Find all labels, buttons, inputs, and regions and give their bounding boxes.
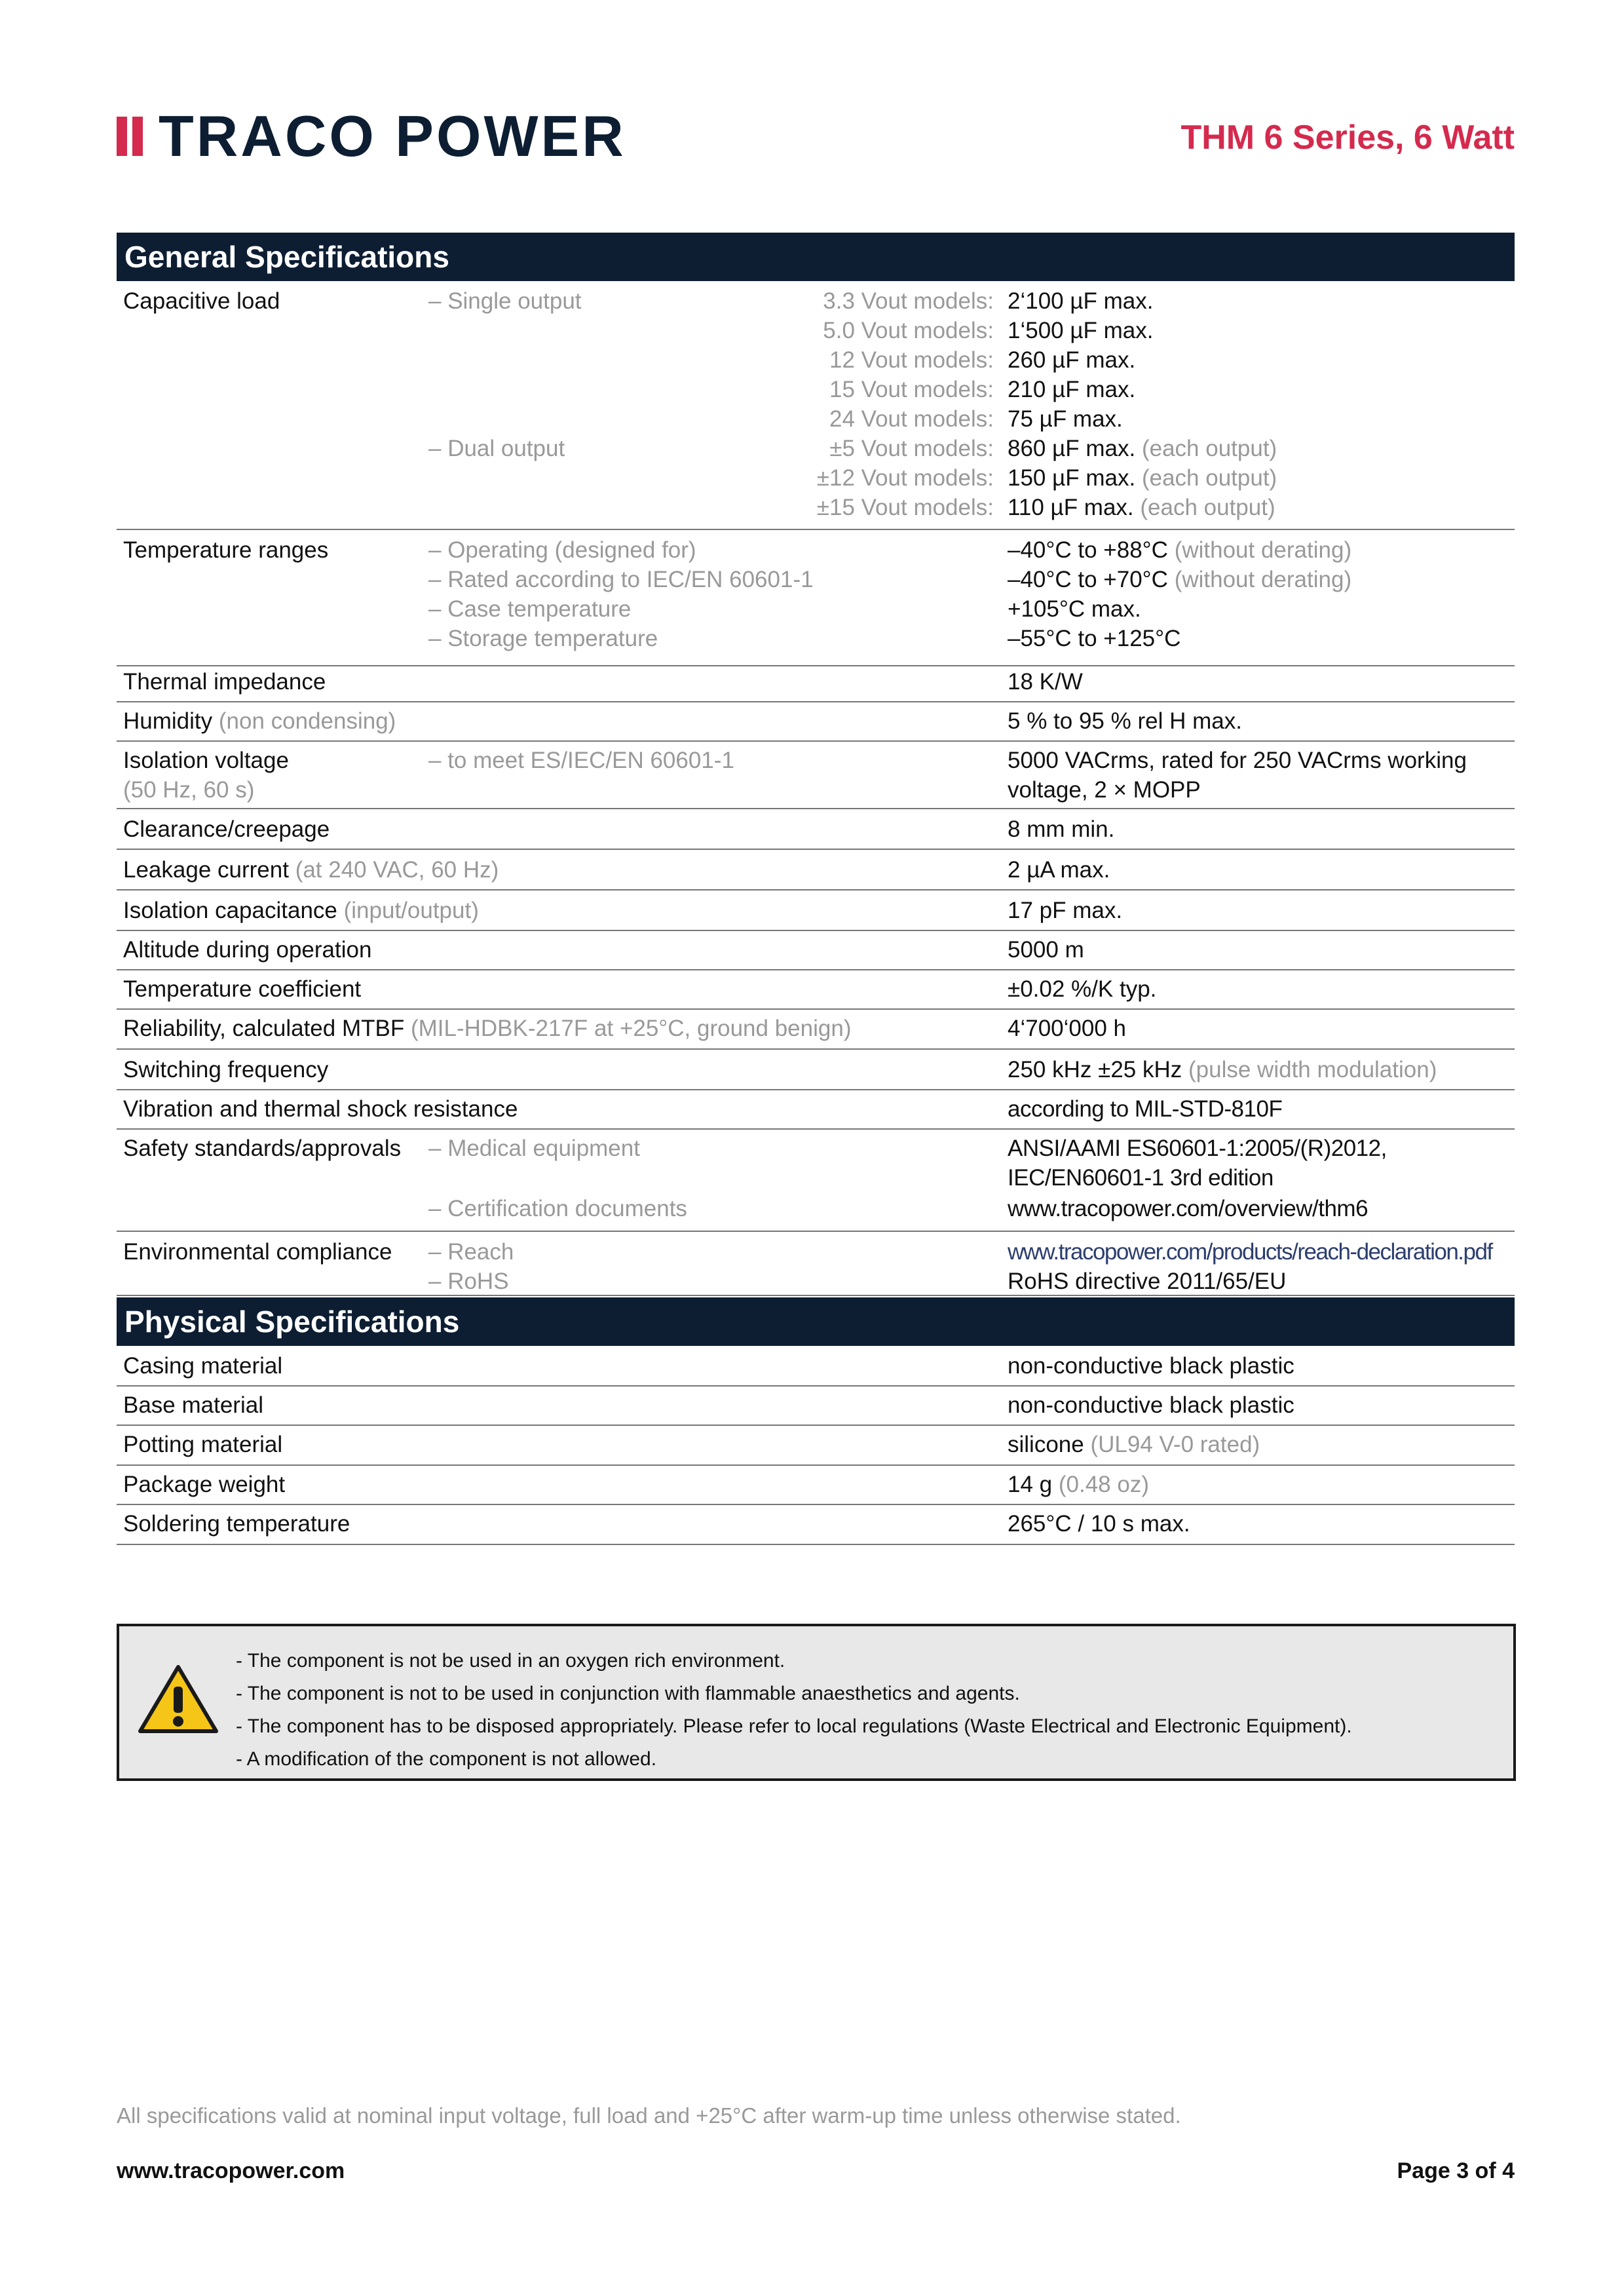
spec-label: Casing material (123, 1353, 283, 1379)
spec-row-temperature (117, 535, 1515, 666)
spec-label-block (123, 746, 289, 805)
spec-row-temp-coefficient (117, 970, 1515, 1010)
spec-sub: – Medical equipment (428, 1136, 640, 1161)
spec-label: Vibration and thermal shock resistance (123, 1096, 518, 1122)
spec-label: Isolation capacitance (123, 898, 337, 923)
spec-value: 18 K/W (1008, 669, 1083, 695)
spec-row-clearance (117, 809, 1515, 850)
spec-value-list (1008, 286, 1519, 522)
spec-row-capacitive-load (117, 286, 1515, 530)
logo-bars-icon (117, 117, 143, 156)
model-item: ±12 Vout models: (816, 465, 994, 491)
footer-url-link[interactable]: www.tracopower.com (117, 2158, 345, 2183)
spec-note: (50 Hz, 60 s) (123, 777, 255, 803)
spec-value: ±0.02 %/K typ. (1008, 976, 1157, 1002)
spec-sub: – Operating (designed for) (428, 537, 696, 563)
spec-row-casing (117, 1346, 1515, 1387)
model-item: 15 Vout models: (829, 377, 994, 402)
spec-row-potting (117, 1426, 1515, 1466)
spec-sub: – Case temperature (428, 596, 632, 622)
spec-label: Switching frequency (123, 1057, 329, 1082)
spec-value: 5000 VACrms, rated for 250 VACrms working (1008, 748, 1467, 773)
spec-row-leakage (117, 850, 1515, 890)
spec-row-safety (117, 1130, 1515, 1232)
model-item: 5.0 Vout models: (823, 318, 994, 343)
spec-label: Soldering temperature (123, 1511, 350, 1537)
company-logo (117, 104, 626, 168)
spec-value: 4‘700‘000 h (1008, 1016, 1126, 1041)
spec-value: silicone (1008, 1432, 1084, 1457)
spec-value-block (1008, 1237, 1519, 1296)
spec-value: non-conductive black plastic (1008, 1392, 1294, 1418)
spec-label: Base material (123, 1392, 263, 1418)
spec-value-line (1008, 535, 1519, 565)
spec-value: 250 kHz ±25 kHz (1008, 1057, 1182, 1082)
warning-list (236, 1645, 1352, 1776)
logo-text: TRACO POWER (159, 104, 626, 168)
spec-note: (UL94 V-0 rated) (1090, 1432, 1260, 1457)
spec-value-line (1008, 1470, 1519, 1499)
spec-value: 860 µF max. (1008, 436, 1136, 461)
spec-sub-list (428, 1237, 514, 1296)
spec-label: Leakage current (123, 857, 289, 883)
spec-note: (each output) (1141, 436, 1277, 461)
spec-value-line (1008, 1055, 1519, 1084)
spec-value-block (1008, 1134, 1519, 1193)
spec-sub-list (428, 535, 814, 653)
document-title: THM 6 Series, 6 Watt (1180, 119, 1515, 157)
warning-item: - The component is not be used in an oxygen rich environment. (236, 1650, 785, 1672)
spec-value-line (1008, 565, 1519, 594)
spec-value: IEC/EN60601-1 3rd edition (1008, 1165, 1274, 1191)
spec-row-environmental (117, 1232, 1515, 1296)
model-item: ±15 Vout models: (816, 495, 994, 520)
spec-value-line (1008, 493, 1519, 522)
section-heading-physical: Physical Specifications (117, 1297, 1515, 1346)
spec-row-isolation-capacitance (117, 890, 1515, 931)
spec-label: Environmental compliance (123, 1239, 392, 1265)
model-list (817, 286, 994, 522)
spec-label: Clearance/creepage (123, 816, 330, 842)
spec-note: (input/output) (343, 898, 479, 923)
spec-label: Altitude during operation (123, 937, 372, 963)
spec-value: 8 mm min. (1008, 816, 1115, 842)
spec-note: (pulse width modulation) (1188, 1057, 1437, 1082)
spec-label: Potting material (123, 1432, 283, 1457)
spec-value: according to MIL-STD-810F (1008, 1096, 1283, 1122)
spec-sub: – to meet ES/IEC/EN 60601-1 (428, 748, 734, 773)
spec-row-thermal-impedance (117, 663, 1515, 702)
warning-item: - The component is not to be used in conjunction with flammable anaesthetics and agents. (236, 1683, 1020, 1704)
spec-value: 110 µF max. (1008, 495, 1134, 520)
spec-value: 150 µF max. (1008, 465, 1136, 491)
spec-row-altitude (117, 931, 1515, 970)
spec-value: 1‘500 µF max. (1008, 318, 1154, 343)
model-item: ±5 Vout models: (829, 436, 994, 461)
spec-value-block (1008, 746, 1519, 805)
spec-label: Temperature coefficient (123, 976, 362, 1002)
spec-note: (0.48 oz) (1058, 1472, 1149, 1497)
spec-note: (MIL-HDBK-217F at +25°C, ground benign) (410, 1016, 852, 1041)
spec-value: ANSI/AAMI ES60601-1:2005/(R)2012, (1008, 1136, 1387, 1161)
spec-row-isolation-voltage (117, 742, 1515, 809)
spec-label: Isolation voltage (123, 748, 289, 773)
spec-label: Reliability, calculated MTBF (123, 1016, 405, 1041)
model-item: 12 Vout models: (829, 347, 994, 373)
model-item: 24 Vout models: (829, 406, 994, 432)
spec-sub: – RoHS (428, 1269, 509, 1294)
spec-note: (without derating) (1174, 537, 1352, 563)
spec-note: (without derating) (1174, 567, 1352, 592)
model-item: 3.3 Vout models: (823, 288, 994, 314)
spec-value: 265°C / 10 s max. (1008, 1511, 1190, 1537)
spec-value-line (1008, 434, 1519, 463)
spec-label: Package weight (123, 1472, 286, 1497)
section-heading-general: General Specifications (117, 233, 1515, 281)
spec-note: (at 240 VAC, 60 Hz) (295, 857, 499, 883)
spec-label-line (123, 1014, 851, 1043)
spec-note: (each output) (1140, 495, 1275, 520)
spec-row-mtbf (117, 1010, 1515, 1050)
spec-note: (each output) (1141, 465, 1277, 491)
spec-value: –40°C to +88°C (1008, 537, 1168, 563)
spec-value: 2‘100 µF max. (1008, 288, 1154, 314)
spec-sub-single: – Single output (428, 288, 582, 314)
spec-row-switching-frequency (117, 1050, 1515, 1090)
certification-link[interactable]: www.tracopower.com/overview/thm6 (1008, 1196, 1369, 1221)
spec-sub: – Reach (428, 1239, 514, 1265)
spec-value: 5 % to 95 % rel H max. (1008, 708, 1242, 734)
spec-label: Safety standards/approvals (123, 1136, 402, 1161)
spec-label-line (123, 706, 396, 736)
spec-value: –40°C to +70°C (1008, 567, 1168, 592)
spec-label-line (123, 896, 479, 925)
spec-value: 2 µA max. (1008, 857, 1110, 883)
spec-value: 5000 m (1008, 937, 1084, 963)
spec-sub: – Rated according to IEC/EN 60601-1 (428, 567, 814, 592)
spec-value: +105°C max. (1008, 596, 1141, 622)
spec-note: (non condensing) (218, 708, 396, 734)
warning-icon (136, 1663, 220, 1736)
spec-value-line (1008, 1430, 1519, 1459)
spec-sub: – Storage temperature (428, 626, 658, 651)
spec-row-weight (117, 1466, 1515, 1505)
spec-value-list (1008, 535, 1519, 653)
spec-value-line (1008, 463, 1519, 493)
spec-label: Humidity (123, 708, 213, 734)
spec-value: 75 µF max. (1008, 406, 1123, 432)
spec-row-base (117, 1387, 1515, 1426)
spec-label: Temperature ranges (123, 537, 329, 563)
spec-value: non-conductive black plastic (1008, 1353, 1294, 1379)
page-number: Page 3 of 4 (1397, 2158, 1515, 2183)
warning-item: - The component has to be disposed appropriately. Please refer to local regulations (Waste Electrical and Electronic Equipment). (236, 1715, 1352, 1737)
spec-sub-dual: – Dual output (428, 436, 565, 461)
reach-declaration-link[interactable]: www.tracopower.com/products/reach-declaration.pdf (1008, 1239, 1492, 1265)
spec-label-line (123, 855, 499, 885)
spec-value: 14 g (1008, 1472, 1053, 1497)
spec-label: Thermal impedance (123, 669, 326, 695)
spec-label: Capacitive load (123, 288, 280, 314)
spec-value: 260 µF max. (1008, 347, 1136, 373)
spec-sub: – Certification documents (428, 1196, 687, 1221)
spec-value: 17 pF max. (1008, 898, 1123, 923)
warning-box (117, 1624, 1516, 1781)
spec-row-soldering (117, 1505, 1515, 1545)
spec-value: –55°C to +125°C (1008, 626, 1181, 651)
spec-value: voltage, 2 × MOPP (1008, 777, 1201, 803)
footnote: All specifications valid at nominal input voltage, full load and +25°C after warm-up time unless otherwise stated. (117, 2103, 1181, 2128)
spec-row-humidity (117, 702, 1515, 742)
spec-value: 210 µF max. (1008, 377, 1136, 402)
warning-item: - A modification of the component is not allowed. (236, 1748, 657, 1770)
spec-value: RoHS directive 2011/65/EU (1008, 1269, 1287, 1294)
spec-row-vibration (117, 1090, 1515, 1130)
